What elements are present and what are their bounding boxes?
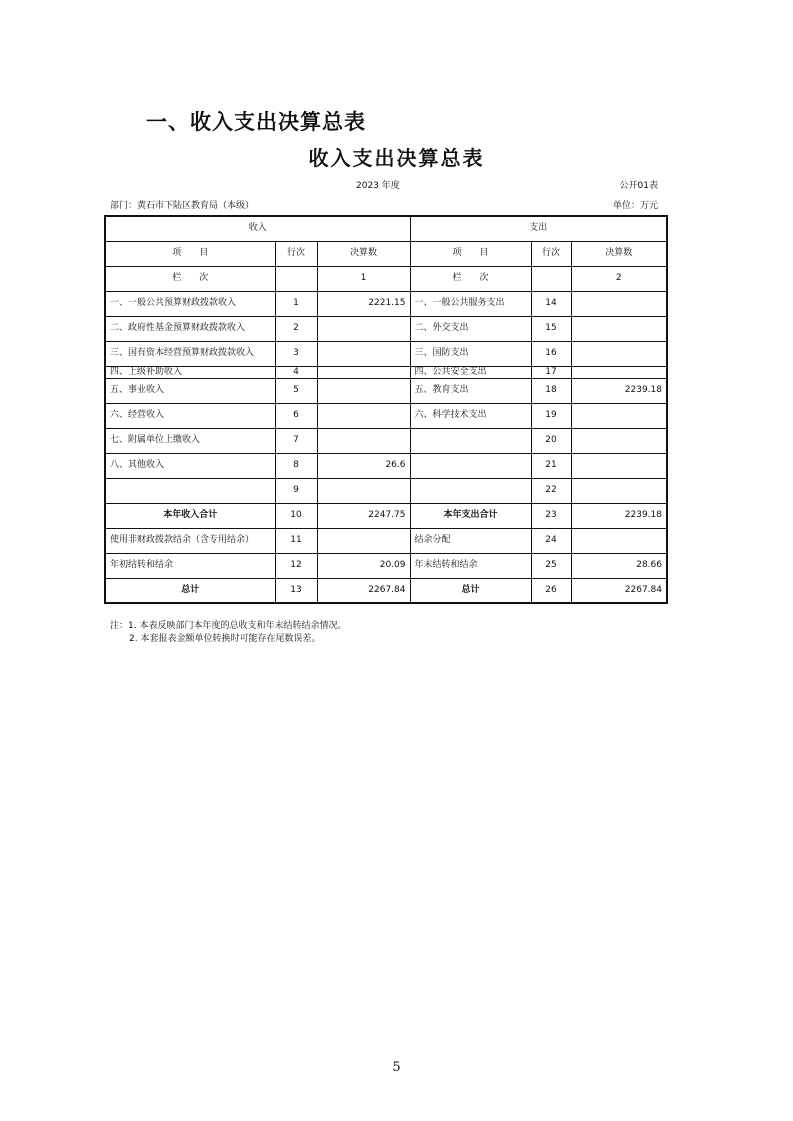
expense-amount-cell — [571, 316, 667, 341]
income-item-cell — [105, 478, 275, 503]
expense-row-no-cell: 19 — [531, 403, 571, 428]
income-row-no-cell: 4 — [275, 366, 317, 378]
expense-row-no-cell: 26 — [531, 578, 571, 603]
expense-amount-cell — [571, 453, 667, 478]
table-row — [105, 378, 667, 403]
expense-index-empty — [531, 266, 571, 291]
expense-row-no-cell: 17 — [531, 366, 571, 378]
income-row-no-cell: 2 — [275, 316, 317, 341]
group-header-row — [105, 216, 667, 241]
income-header: 收入 — [105, 216, 410, 241]
income-item-cell: 五、事业收入 — [105, 378, 275, 403]
note-1: 注：1. 本表反映部门本年度的总收支和年末结转结余情况。 — [110, 621, 347, 631]
note-2: 2. 本套报表金额单位转换时可能存在尾数误差。 — [129, 634, 321, 644]
income-row-no-cell: 5 — [275, 378, 317, 403]
table-row — [105, 403, 667, 428]
expense-item-cell: 总计 — [410, 578, 531, 603]
income-amount-header: 决算数 — [317, 241, 410, 266]
expense-item-cell: 三、国防支出 — [410, 341, 531, 366]
income-row-no-cell: 10 — [275, 503, 317, 528]
expense-item-header: 项 目 — [410, 241, 531, 266]
expense-row-no-cell: 23 — [531, 503, 571, 528]
table-row — [105, 553, 667, 578]
income-row-no-cell: 1 — [275, 291, 317, 316]
income-amount-cell — [317, 316, 410, 341]
expense-row-no-cell: 14 — [531, 291, 571, 316]
unit-label: 单位：万元 — [612, 201, 658, 211]
income-row-no-cell: 7 — [275, 428, 317, 453]
expense-amount-cell — [571, 478, 667, 503]
expense-item-cell — [410, 453, 531, 478]
expense-row-no-cell: 21 — [531, 453, 571, 478]
income-item-cell: 四、上级补助收入 — [105, 366, 275, 378]
income-item-cell: 三、国有资本经营预算财政拨款收入 — [105, 341, 275, 366]
column-index-row — [105, 266, 667, 291]
income-index-value: 1 — [317, 266, 410, 291]
income-amount-cell — [317, 403, 410, 428]
income-item-cell: 六、经营收入 — [105, 403, 275, 428]
table-title: 收入支出决算总表 — [308, 146, 485, 170]
expense-item-cell — [410, 428, 531, 453]
expense-row-no-cell: 24 — [531, 528, 571, 553]
table-row — [105, 366, 667, 378]
expense-row-no-cell: 25 — [531, 553, 571, 578]
expense-row-no-cell: 22 — [531, 478, 571, 503]
income-row-no-cell: 6 — [275, 403, 317, 428]
income-row-no-cell: 11 — [275, 528, 317, 553]
department-label: 部门：黄石市下陆区教育局（本级） — [110, 201, 255, 211]
income-index-label: 栏 次 — [105, 266, 275, 291]
income-row-no-cell: 3 — [275, 341, 317, 366]
table-row — [105, 578, 667, 603]
expense-item-cell: 本年支出合计 — [410, 503, 531, 528]
expense-item-cell — [410, 478, 531, 503]
expense-index-value: 2 — [571, 266, 667, 291]
expense-amount-cell: 2239.18 — [571, 378, 667, 403]
notes — [110, 620, 346, 646]
table-row — [105, 316, 667, 341]
expense-item-cell: 年末结转和结余 — [410, 553, 531, 578]
income-row-no-header: 行次 — [275, 241, 317, 266]
expense-amount-cell — [571, 528, 667, 553]
income-item-cell: 八、其他收入 — [105, 453, 275, 478]
expense-item-cell: 四、公共安全支出 — [410, 366, 531, 378]
table-row — [105, 428, 667, 453]
income-amount-cell: 26.6 — [317, 453, 410, 478]
income-item-cell: 年初结转和结余 — [105, 553, 275, 578]
income-amount-cell: 2247.75 — [317, 503, 410, 528]
expense-item-cell: 五、教育支出 — [410, 378, 531, 403]
expense-amount-cell — [571, 403, 667, 428]
income-amount-cell: 20.09 — [317, 553, 410, 578]
expense-amount-cell — [571, 291, 667, 316]
table-row — [105, 478, 667, 503]
section-heading: 一、收入支出决算总表 — [146, 110, 366, 134]
expense-amount-cell: 2267.84 — [571, 578, 667, 603]
expense-item-cell: 一、一般公共服务支出 — [410, 291, 531, 316]
expense-row-no-header: 行次 — [531, 241, 571, 266]
expense-amount-cell — [571, 366, 667, 378]
income-index-empty — [275, 266, 317, 291]
year-label: 2023 年度 — [356, 181, 400, 191]
income-amount-cell — [317, 428, 410, 453]
expense-amount-cell — [571, 341, 667, 366]
expense-amount-cell — [571, 428, 667, 453]
income-item-cell: 一、一般公共预算财政拨款收入 — [105, 291, 275, 316]
page-number: 5 — [392, 1060, 401, 1075]
income-item-cell: 总计 — [105, 578, 275, 603]
expense-index-label: 栏 次 — [410, 266, 531, 291]
expense-row-no-cell: 16 — [531, 341, 571, 366]
table-row — [105, 453, 667, 478]
income-item-cell: 二、政府性基金预算财政拨款收入 — [105, 316, 275, 341]
form-number: 公开01表 — [619, 181, 658, 191]
table-row — [105, 341, 667, 366]
income-amount-cell — [317, 528, 410, 553]
table-row — [105, 528, 667, 553]
income-amount-cell — [317, 478, 410, 503]
income-item-cell: 七、附属单位上缴收入 — [105, 428, 275, 453]
income-amount-cell — [317, 341, 410, 366]
income-row-no-cell: 13 — [275, 578, 317, 603]
income-amount-cell: 2221.15 — [317, 291, 410, 316]
expense-amount-cell: 28.66 — [571, 553, 667, 578]
income-row-no-cell: 8 — [275, 453, 317, 478]
expense-header: 支出 — [410, 216, 667, 241]
expense-row-no-cell: 20 — [531, 428, 571, 453]
income-amount-cell — [317, 366, 410, 378]
income-amount-cell: 2267.84 — [317, 578, 410, 603]
expense-item-cell: 二、外交支出 — [410, 316, 531, 341]
expense-amount-cell: 2239.18 — [571, 503, 667, 528]
expense-row-no-cell: 15 — [531, 316, 571, 341]
expense-item-cell: 结余分配 — [410, 528, 531, 553]
income-item-header: 项 目 — [105, 241, 275, 266]
income-row-no-cell: 12 — [275, 553, 317, 578]
income-amount-cell — [317, 378, 410, 403]
income-row-no-cell: 9 — [275, 478, 317, 503]
income-expense-table — [104, 215, 668, 604]
income-item-cell: 使用非财政拨款结余（含专用结余） — [105, 528, 275, 553]
expense-item-cell: 六、科学技术支出 — [410, 403, 531, 428]
table-row — [105, 291, 667, 316]
column-header-row — [105, 241, 667, 266]
expense-row-no-cell: 18 — [531, 378, 571, 403]
income-item-cell: 本年收入合计 — [105, 503, 275, 528]
table-row — [105, 503, 667, 528]
expense-amount-header: 决算数 — [571, 241, 667, 266]
